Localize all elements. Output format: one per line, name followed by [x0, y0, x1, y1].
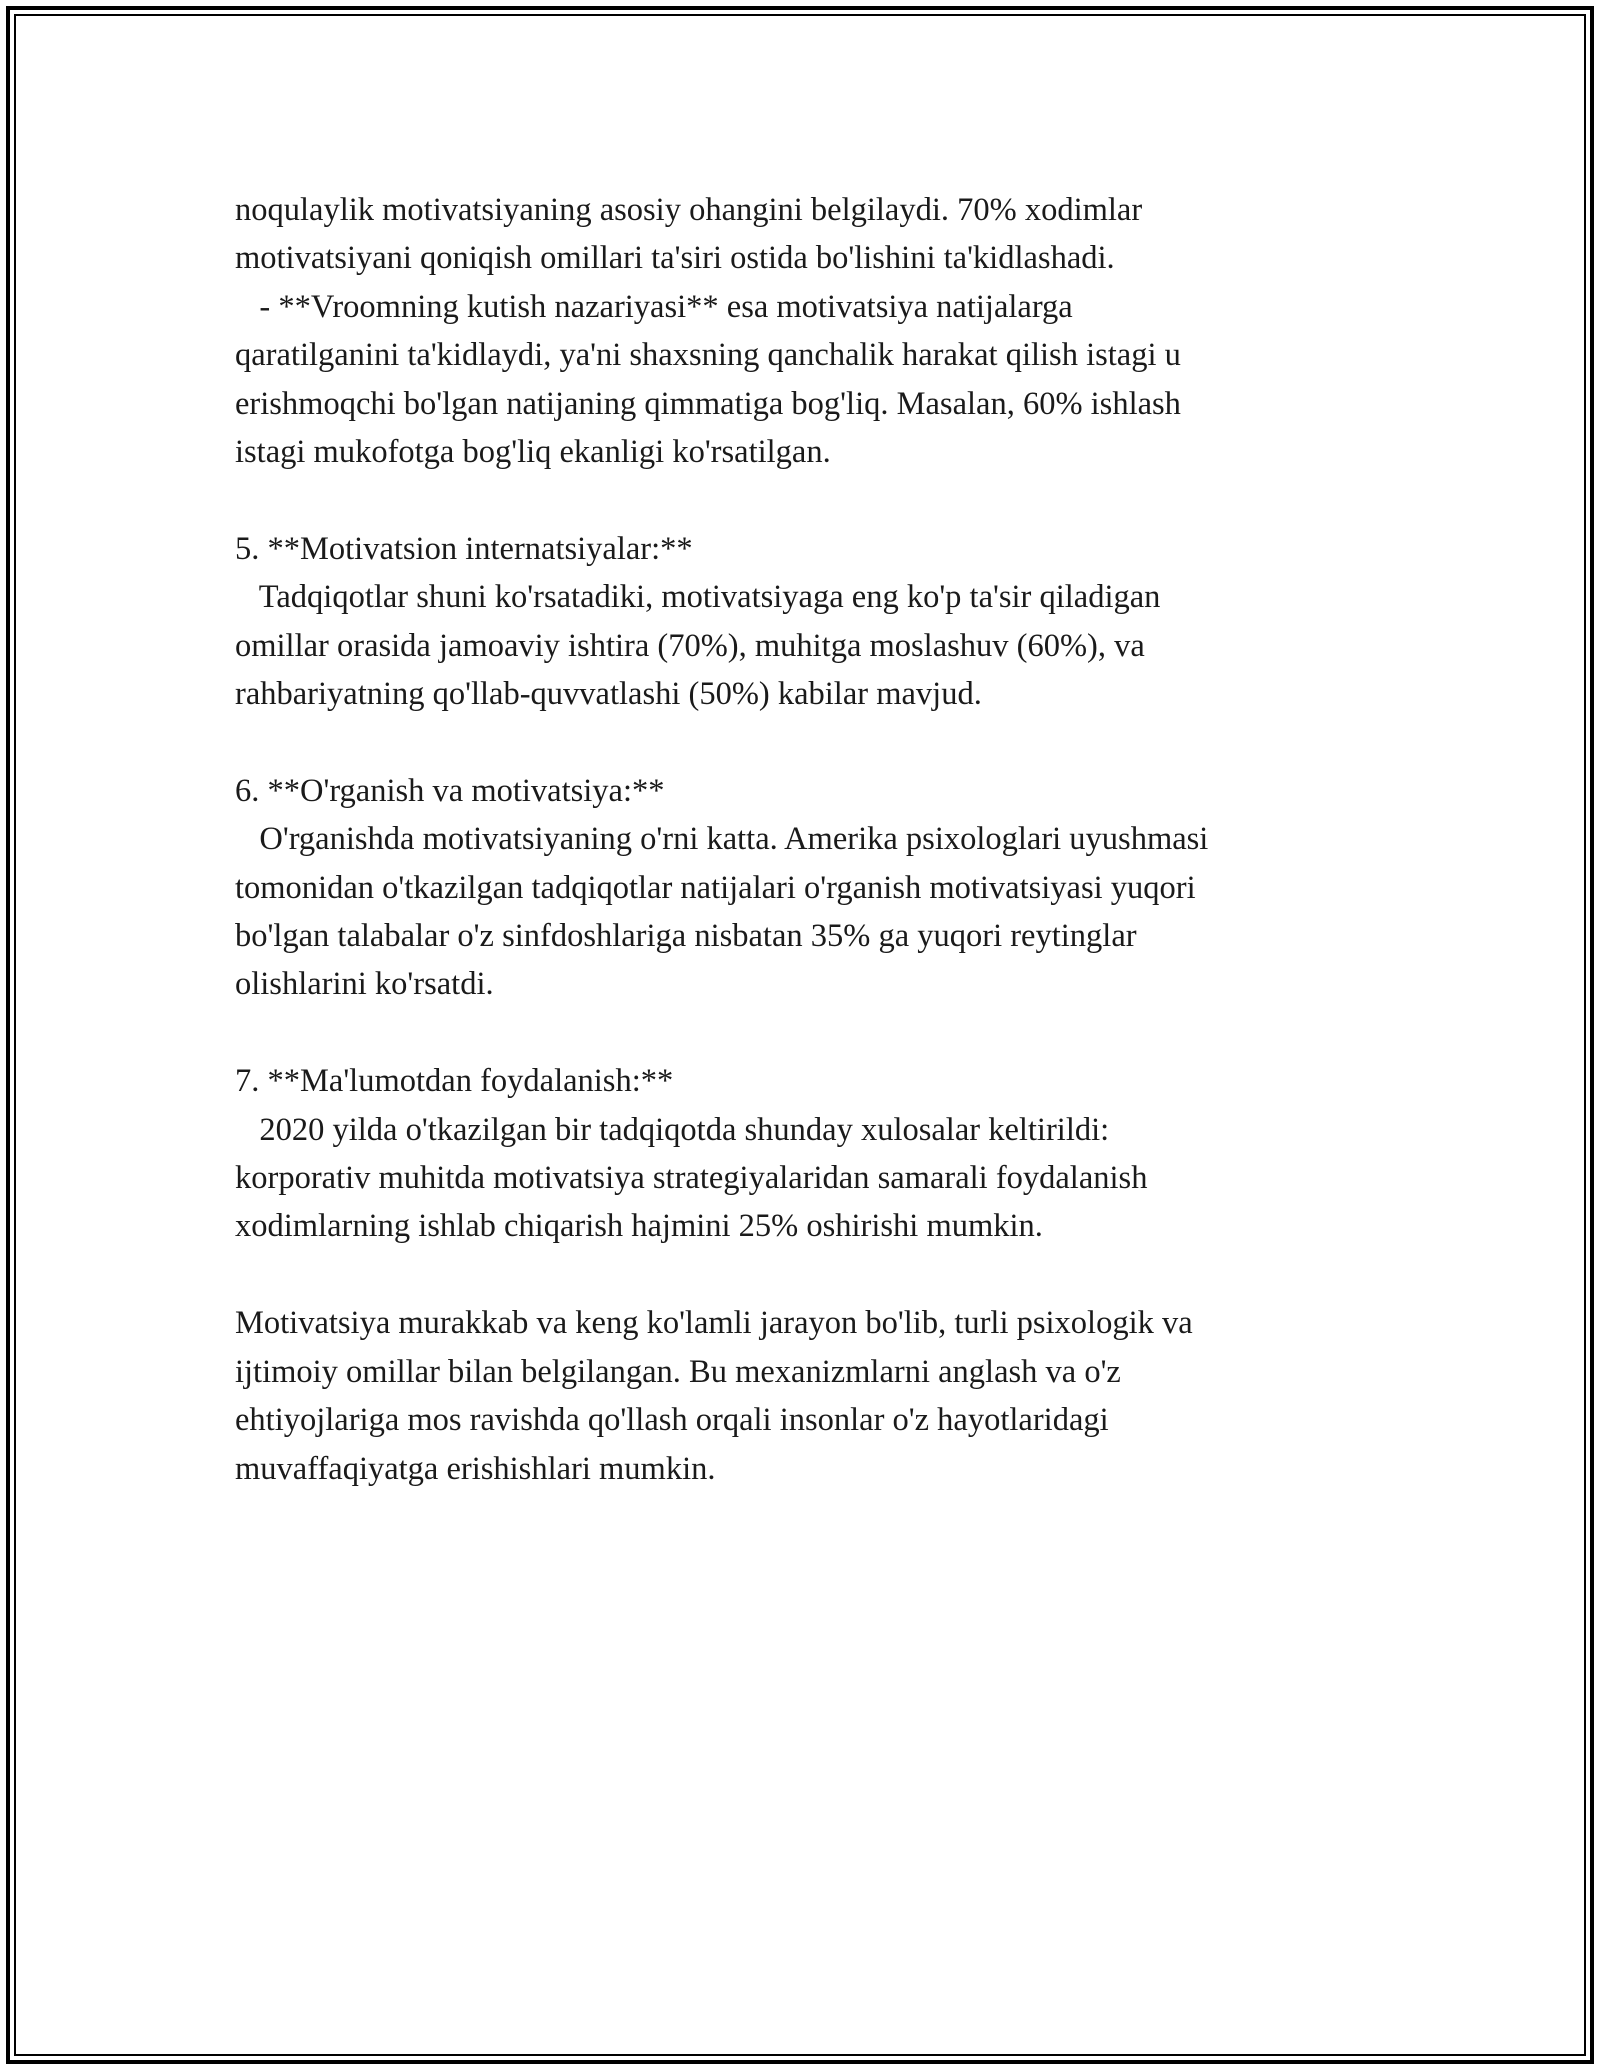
text-line: motivatsiyani qoniqish omillari ta'siri ostida bo'lishini ta'kidlashadi. [235, 240, 1115, 277]
text-line: ijtimoiy omillar bilan belgilangan. Bu mexanizmlarni anglash va o'z [235, 1353, 1121, 1390]
text-line: istagi mukofotga bog'liq ekanligi ko'rsatilgan. [235, 434, 831, 471]
document-body [235, 186, 1435, 1493]
text-line: qaratilganini ta'kidlaydi, ya'ni shaxsning qanchalik harakat qilish istagi u [235, 337, 1181, 374]
text-line: tomonidan o'tkazilgan tadqiqotlar natijalari o'rganish motivatsiyasi yuqori [235, 869, 1196, 906]
paragraph-gap [235, 718, 1435, 766]
text-line: erishmoqchi bo'lgan natijaning qimmatiga bog'liq. Masalan, 60% ishlash [235, 385, 1181, 422]
text-line: bo'lgan talabalar o'z sinfdoshlariga nisbatan 35% ga yuqori reytinglar [235, 918, 1137, 955]
text-line: rahbariyatning qo'llab-quvvatlashi (50%) kabilar mavjud. [235, 676, 982, 713]
text-line: olishlarini ko'rsatdi. [235, 966, 494, 1003]
text-line: ehtiyojlariga mos ravishda qo'llash orqali insonlar o'z hayotlaridagi [235, 1402, 1109, 1439]
text-line: O'rganishda motivatsiyaning o'rni katta. Amerika psixologlari uyushmasi [235, 821, 1209, 858]
section-heading: 5. **Motivatsion internatsiyalar:** [235, 530, 693, 567]
text-line: Tadqiqotlar shuni ko'rsatadiki, motivatsiyaga eng ko'p ta'sir qiladigan [235, 579, 1161, 616]
text-line: muvaffaqiyatga erishishlari mumkin. [235, 1450, 716, 1487]
text-line: noqulaylik motivatsiyaning asosiy ohangini belgilaydi. 70% xodimlar [235, 192, 1143, 228]
paragraph-gap [235, 1251, 1435, 1299]
paragraph-gap [235, 476, 1435, 524]
text-line: 2020 yilda o'tkazilgan bir tadqiqotda shunday xulosalar keltirildi: [235, 1111, 1110, 1148]
text-line: korporativ muhitda motivatsiya strategiyalaridan samarali foydalanish [235, 1160, 1148, 1197]
text-line: Motivatsiya murakkab va keng ko'lamli jarayon bo'lib, turli psixologik va [235, 1305, 1193, 1342]
paragraph-gap [235, 1009, 1435, 1057]
section-heading: 7. **Ma'lumotdan foydalanish:** [235, 1063, 674, 1100]
text-line: xodimlarning ishlab chiqarish hajmini 25% oshirishi mumkin. [235, 1208, 1043, 1245]
text-line: omillar orasida jamoaviy ishtira (70%), muhitga moslashuv (60%), va [235, 627, 1145, 664]
section-heading: 6. **O'rganish va motivatsiya:** [235, 772, 665, 809]
text-line: - **Vroomning kutish nazariyasi** esa motivatsiya natijalarga [235, 288, 1073, 325]
